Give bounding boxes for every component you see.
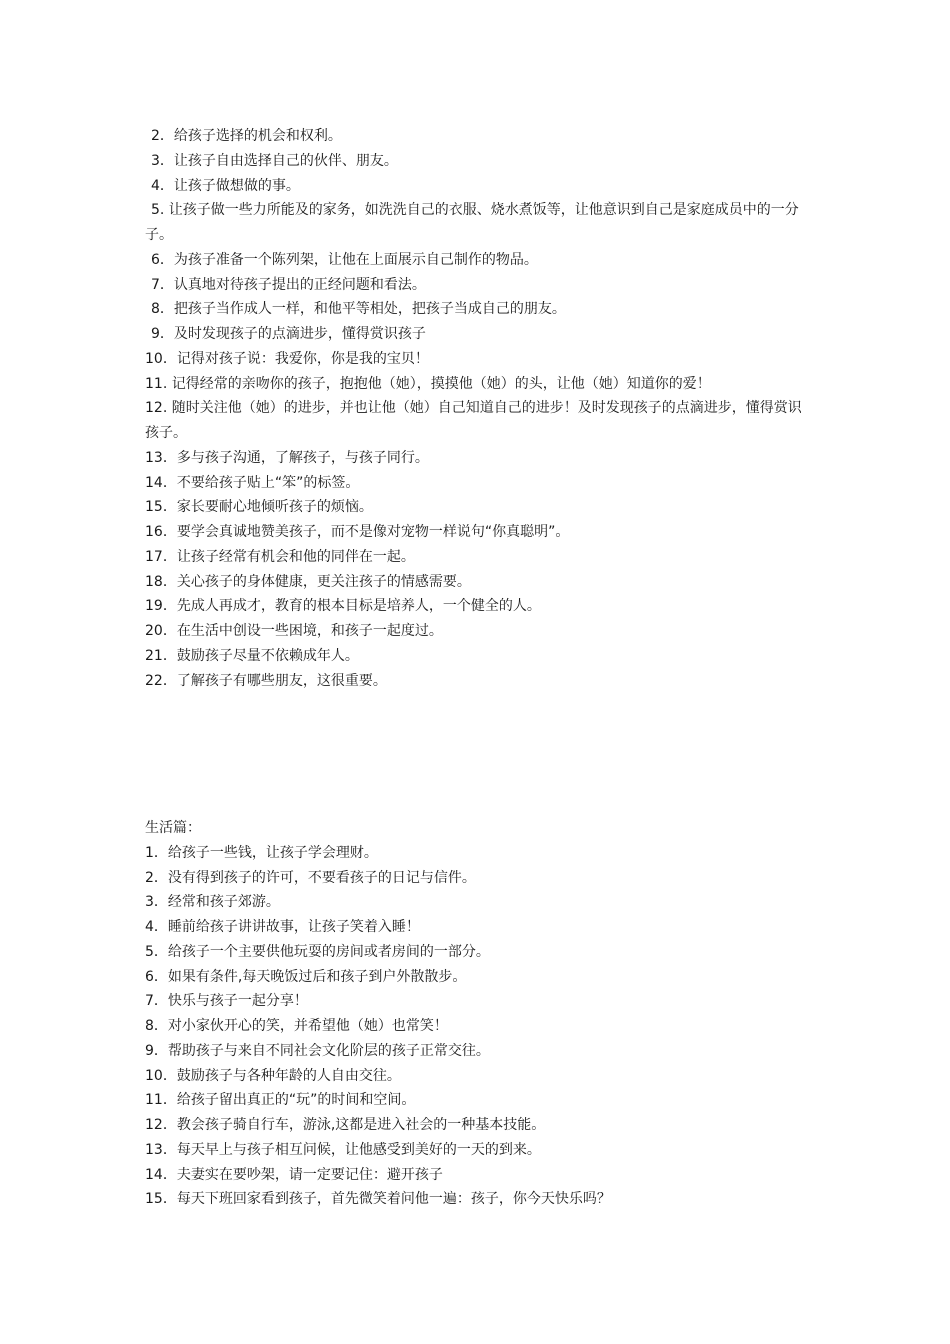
list-item: 10．记得对孩子说：我爱你，你是我的宝贝！ <box>145 350 429 367</box>
list-item: 18．关心孩子的身体健康，更关注孩子的情感需要。 <box>145 573 471 590</box>
list-item: 14．夫妻实在要吵架，请一定要记住：避开孩子 <box>145 1166 443 1183</box>
list-item: 3．经常和孩子郊游。 <box>145 894 280 911</box>
list-item: 10．鼓励孩子与各种年龄的人自由交往。 <box>145 1067 401 1084</box>
list-item: 9．及时发现孩子的点滴进步，懂得赏识孩子 <box>151 326 426 342</box>
list-item: 11．给孩子留出真正的“玩”的时间和空间。 <box>145 1092 416 1109</box>
list-item: 5. 让孩子做一些力所能及的家务，如洗洗自己的衣服、烧水煮饭等，让他意识到自己是家庭成员中的一分子。 <box>145 202 799 243</box>
list-item: 11. 记得经常的亲吻你的孩子，抱抱他（她），摸摸他（她）的头，让他（她）知道你的爱！ <box>145 375 711 392</box>
list-item: 2．没有得到孩子的许可，不要看孩子的日记与信件。 <box>145 869 476 886</box>
list-item: 9．帮助孩子与来自不同社会文化阶层的孩子正常交往。 <box>145 1042 490 1059</box>
list-item: 15．每天下班回家看到孩子，首先微笑着问他一遍：孩子，你今天快乐吗？ <box>145 1191 611 1208</box>
list-item: 8．把孩子当作成人一样，和他平等相处，把孩子当成自己的朋友。 <box>151 301 566 318</box>
list-item: 20．在生活中创设一些困境，和孩子一起度过。 <box>145 623 443 639</box>
list-item: 3．让孩子自由选择自己的伙伴、朋友。 <box>151 152 398 169</box>
list-item: 19．先成人再成才，教育的根本目标是培养人，一个健全的人。 <box>145 598 541 615</box>
list-item: 15．家长要耐心地倾听孩子的烦恼。 <box>145 499 373 516</box>
list-item: 22．了解孩子有哪些朋友，这很重要。 <box>145 672 387 689</box>
list-item: 4．让孩子做想做的事。 <box>151 177 300 194</box>
list-item: 14．不要给孩子贴上“笨”的标签。 <box>145 474 360 491</box>
list-item: 7．快乐与孩子一起分享！ <box>145 993 308 1010</box>
section-heading: 生活篇： <box>145 820 201 836</box>
list-item: 12. 随时关注他（她）的进步，并也让他（她）自己知道自己的进步！及时发现孩子的点滴进步，懂得赏识孩子。 <box>145 400 802 441</box>
list-item: 2．给孩子选择的机会和权利。 <box>151 128 342 144</box>
list-item: 8．对小家伙开心的笑，并希望他（她）也常笑！ <box>145 1018 448 1034</box>
list-item: 21．鼓励孩子尽量不依赖成年人。 <box>145 647 359 664</box>
list-item: 12．教会孩子骑自行车，游泳,这都是进入社会的一种基本技能。 <box>145 1117 546 1133</box>
list-item: 13．每天早上与孩子相互问候，让他感受到美好的一天的到来。 <box>145 1141 541 1158</box>
list-item: 16．要学会真诚地赞美孩子，而不是像对宠物一样说句“你真聪明”。 <box>145 524 570 540</box>
list-item: 17．让孩子经常有机会和他的同伴在一起。 <box>145 548 415 565</box>
list-item: 6．为孩子准备一个陈列架，让他在上面展示自己制作的物品。 <box>151 251 538 268</box>
list-item: 4．睡前给孩子讲讲故事，让孩子笑着入睡！ <box>145 919 420 935</box>
life-tips-section <box>145 816 815 1212</box>
list-item: 5．给孩子一个主要供他玩耍的房间或者房间的一部分。 <box>145 943 490 960</box>
list-item: 13．多与孩子沟通，了解孩子，与孩子同行。 <box>145 449 429 466</box>
list-item: 6．如果有条件,每天晚饭过后和孩子到户外散散步。 <box>145 968 467 985</box>
parenting-tips-list <box>145 124 815 693</box>
list-item: 7．认真地对待孩子提出的正经问题和看法。 <box>151 276 426 293</box>
list-item: 1．给孩子一些钱，让孩子学会理财。 <box>145 844 378 861</box>
